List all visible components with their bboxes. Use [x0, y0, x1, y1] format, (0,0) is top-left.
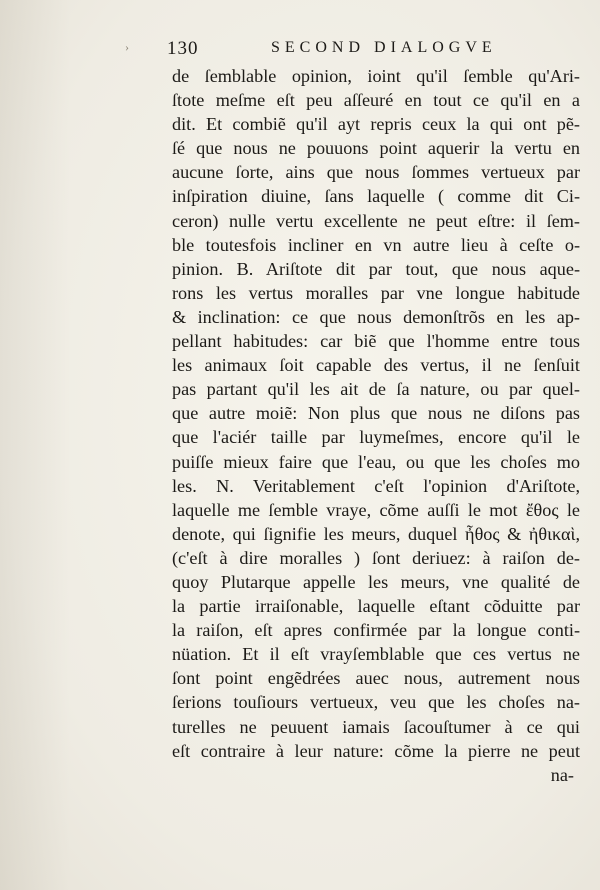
text-line: que autre moiẽ: Non plus que nous ne diſons pas [172, 403, 580, 424]
margin-mark: › [125, 40, 130, 54]
page-header [125, 38, 587, 62]
text-line: nüation. Et il eſt vrayſemblable que ces vertus ne [172, 644, 580, 665]
text-line: laquelle me ſemble vraye, cõme auſſi le mot ἔθος le [172, 499, 580, 520]
running-head: SECOND DIALOGVE [271, 39, 497, 56]
text-line: denote, qui ſignifie les meurs, duquel ἦθος & ἠθικαὶ, [172, 523, 580, 544]
text-line: pas partant qu'il les ait de ſa nature, ou par quel- [172, 379, 580, 400]
page-number: 130 [167, 38, 199, 59]
gutter-shadow [0, 0, 70, 890]
text-line: ble toutesfois incliner en vn autre lieu à ceſte o- [172, 234, 580, 255]
text-line: quoy Plutarque appelle les meurs, vne qualité de [172, 571, 580, 592]
text-line: les animaux ſoit capable des vertus, il ne ſenſuit [172, 355, 580, 376]
text-line: ſerions touſiours vertueux, veu que les choſes na- [172, 692, 580, 713]
text-line: que l'aciér taille par luymeſmes, encore qu'il le [172, 427, 580, 448]
text-line: dit. Et combiẽ qu'il ayt repris ceux la qui ont pẽ- [172, 114, 580, 135]
text-line: eſt contraire à leur nature: cõme la pierre ne peut [172, 740, 580, 761]
catchword: na- [550, 764, 574, 785]
text-line: aucune ſorte, ains que nous ſommes vertueux par [172, 162, 580, 183]
text-line: la raiſon, eſt apres confirmée par la longue conti- [172, 620, 580, 641]
text-line: les. N. Veritablement c'eſt l'opinion d'Ariſtote, [172, 475, 580, 496]
text-line: turelles ne peuuent iamais ſacouſtumer à ce qui [172, 716, 580, 737]
text-line: & inclination: ce que nous demonſtrõs en les ap- [172, 306, 580, 327]
text-line: inſpiration diuine, ſans laquelle ( comme dit Ci- [172, 186, 580, 207]
text-line: ſé que nous ne pouuons point aquerir la vertu en [172, 138, 580, 159]
text-line: pinion. B. Ariſtote dit par tout, que nous aque- [172, 258, 580, 279]
text-line: (c'eſt à dire moralles ) ſont deriuez: à raiſon de- [172, 547, 580, 568]
text-line: ſont point engẽdrées auec nous, autrement nous [172, 668, 580, 689]
text-line: ceron) nulle vertu excellente ne peut eſtre: il ſem- [172, 210, 580, 231]
text-line: puiſſe mieux faire que l'eau, ou que les choſes mo [172, 451, 580, 472]
text-line: rons les vertus moralles par vne longue habitude [172, 282, 580, 303]
text-line: ſtote meſme eſt peu aſſeuré en tout ce qu'il en a [172, 90, 580, 111]
body-text [172, 64, 580, 787]
text-line: pellant habitudes: car biẽ que l'homme entre tous [172, 331, 580, 352]
text-line: la partie irraiſonable, laquelle eſtant cõduitte par [172, 596, 580, 617]
text-line: de ſemblable opinion, ioint qu'il ſemble qu'Ari- [172, 66, 580, 86]
